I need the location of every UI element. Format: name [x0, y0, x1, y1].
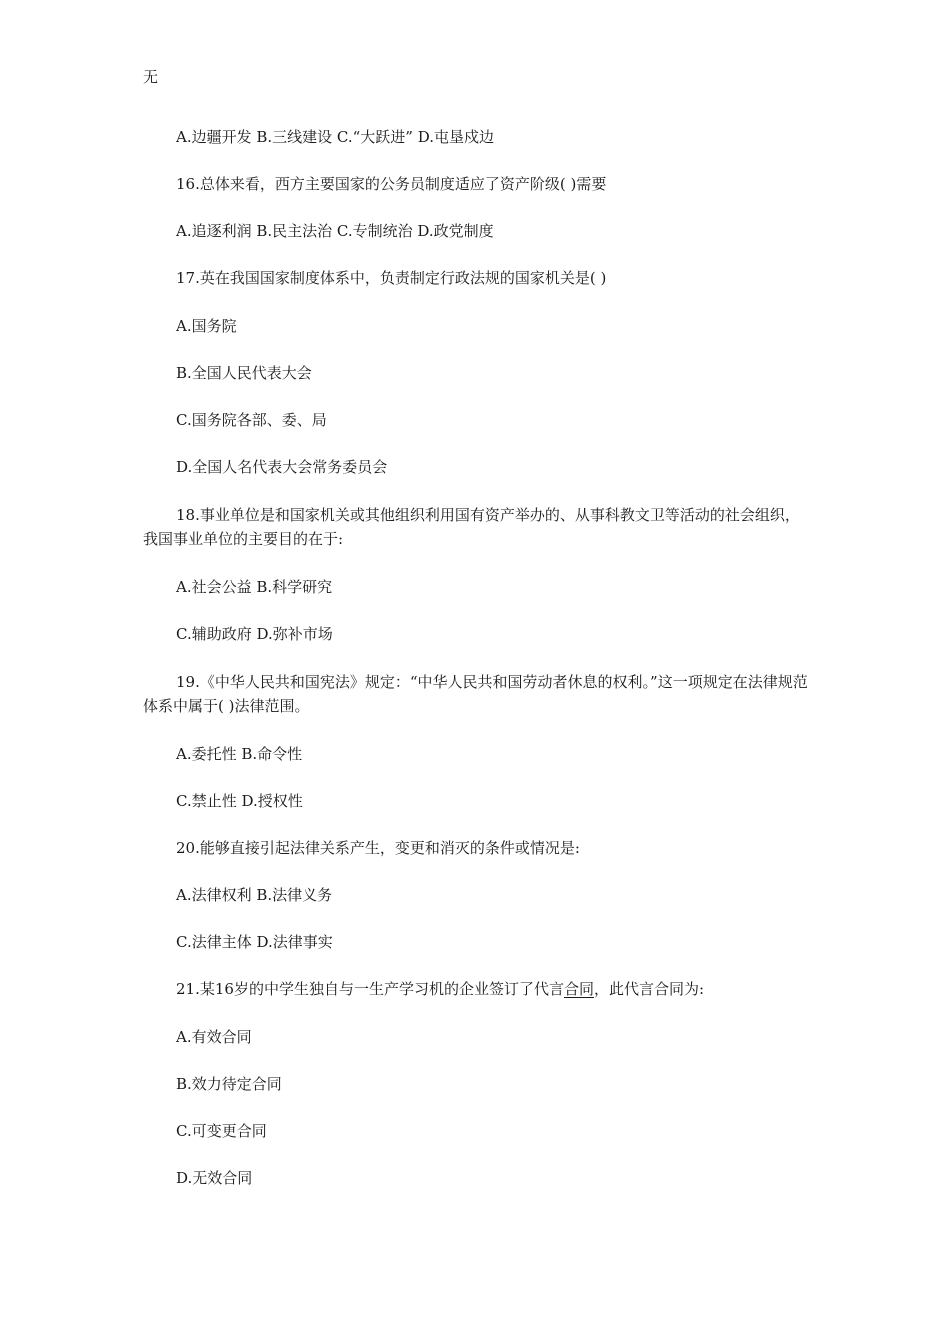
- contract-link[interactable]: 合同: [563, 980, 594, 998]
- option-q21-b: B.效力待定合同: [176, 1075, 282, 1093]
- question-20: 20.能够直接引起法律关系产生，变更和消灭的条件或情况是:: [176, 839, 580, 857]
- question-21: [176, 978, 704, 1000]
- option-q17-c: C.国务院各部、委、局: [176, 411, 327, 429]
- question-21-text-start: 21.某16岁的中学生独自与一生产学习机的企业签订了代言: [176, 980, 564, 998]
- question-17: 17.英在我国国家制度体系中，负责制定行政法规的国家机关是( ): [176, 269, 607, 287]
- question-21-text-end: ，此代言合同为:: [593, 980, 705, 998]
- options-q16: A.追逐利润 B.民主法治 C.专制统治 D.政党制度: [176, 222, 494, 240]
- option-q21-d: D.无效合同: [176, 1169, 253, 1187]
- options-q20-cd: C.法律主体 D.法律事实: [176, 933, 333, 951]
- question-18: 18.事业单位是和国家机关或其他组织利用国有资产举办的、从事科教文卫等活动的社会组织，我国事业单位的主要目的在于:: [143, 506, 800, 548]
- text-line-continuation: 无: [143, 68, 159, 86]
- option-q17-a: A.国务院: [176, 317, 237, 335]
- question-19: 19.《中华人民共和国宪法》规定：“中华人民共和国劳动者休息的权利。”这一项规定在法律规范体系中属于( )法律范围。: [143, 673, 808, 715]
- option-q17-d: D.全国人名代表大会常务委员会: [176, 458, 388, 476]
- options-q18-cd: C.辅助政府 D.弥补市场: [176, 625, 333, 643]
- option-q21-a: A.有效合同: [176, 1028, 252, 1046]
- option-q17-b: B.全国人民代表大会: [176, 364, 312, 382]
- options-q18-ab: A.社会公益 B.科学研究: [176, 578, 333, 596]
- options-q15: A.边疆开发 B.三线建设 C.“大跃进” D.屯垦戍边: [176, 128, 495, 146]
- options-q19-cd: C.禁止性 D.授权性: [176, 792, 303, 810]
- options-q19-ab: A.委托性 B.命令性: [176, 745, 303, 763]
- options-q20-ab: A.法律权利 B.法律义务: [176, 886, 333, 904]
- question-16: 16.总体来看，西方主要国家的公务员制度适应了资产阶级( )需要: [176, 175, 607, 193]
- option-q21-c: C.可变更合同: [176, 1122, 267, 1140]
